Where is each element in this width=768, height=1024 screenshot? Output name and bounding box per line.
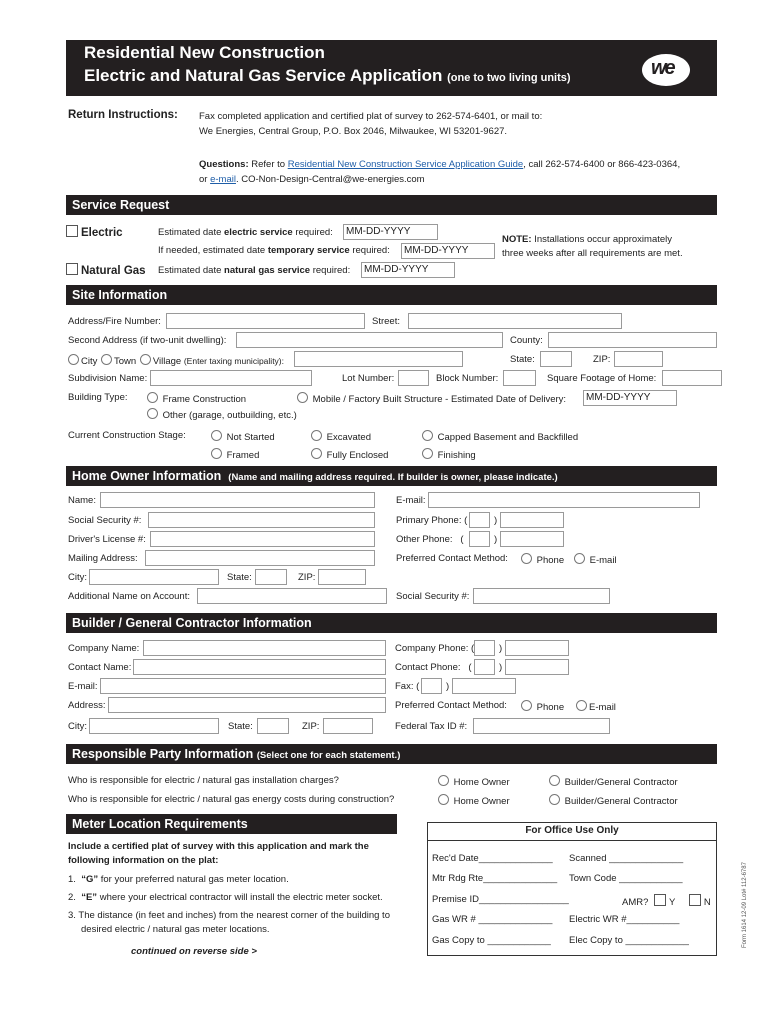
other-phone-area[interactable] xyxy=(469,531,490,547)
builder-address-input[interactable] xyxy=(108,697,386,713)
builder-address-label: Address: xyxy=(68,700,106,711)
office-amr: AMR? Y N xyxy=(622,894,711,908)
return-line1: Fax completed application and certified plat of survey to 262-574-6401, or mail to: xyxy=(199,111,543,122)
note-line1: NOTE: Installations occur approximately xyxy=(502,234,673,245)
meter-item2: 2. “E” where your electrical contractor will install the electric meter socket. xyxy=(68,892,383,903)
owner-city-label: City: xyxy=(68,572,87,583)
owner-email-option[interactable]: E-mail xyxy=(574,553,617,566)
builder-phone-option[interactable]: Phone xyxy=(521,700,564,713)
mobile-date-input[interactable]: MM-DD-YYYY xyxy=(583,390,677,406)
site-zip-input[interactable] xyxy=(614,351,663,367)
excavated-radio[interactable] xyxy=(311,430,322,441)
county-input[interactable] xyxy=(548,332,717,348)
not-started-radio[interactable] xyxy=(211,430,222,441)
office-premise: Premise ID_________________ xyxy=(432,894,569,905)
q1-builder-option[interactable]: Builder/General Contractor xyxy=(549,775,678,788)
company-name-input[interactable] xyxy=(143,640,386,656)
other-phone-label: Other Phone: ( xyxy=(396,534,464,545)
meter-item3-cont: desired electric / natural gas meter locations. xyxy=(81,924,270,935)
contact-name-label: Contact Name: xyxy=(68,662,132,673)
office-eleccopy: Elec Copy to ____________ xyxy=(569,935,689,946)
electric-date-input[interactable]: MM-DD-YYYY xyxy=(343,224,438,240)
village-radio[interactable] xyxy=(140,354,151,365)
note-line2: three weeks after all requirements are met. xyxy=(502,248,683,259)
owner-ssn2-label: Social Security #: xyxy=(396,591,470,602)
questions-label: Questions: xyxy=(199,159,249,170)
company-phone-label: Company Phone: ( xyxy=(395,643,475,654)
office-recd: Rec'd Date______________ xyxy=(432,853,553,864)
company-name-label: Company Name: xyxy=(68,643,140,654)
office-mtr: Mtr Rdg Rte______________ xyxy=(432,873,558,884)
owner-email-radio[interactable] xyxy=(574,553,585,564)
responsible-q1: Who is responsible for electric / natural gas installation charges? xyxy=(68,775,339,786)
owner-state-input[interactable] xyxy=(255,569,287,585)
tax-id-input[interactable] xyxy=(473,718,610,734)
mobile-radio[interactable] xyxy=(297,392,308,403)
builder-preferred-label: Preferred Contact Method: xyxy=(395,700,507,711)
owner-city-input[interactable] xyxy=(89,569,219,585)
sqft-label: Square Footage of Home: xyxy=(547,373,657,384)
company-phone-area[interactable] xyxy=(474,640,495,656)
builder-city-label: City: xyxy=(68,721,87,732)
return-label: Return Instructions: xyxy=(68,109,178,121)
temp-date-label: If needed, estimated date temporary service required: xyxy=(158,245,390,256)
additional-name-input[interactable] xyxy=(197,588,387,604)
title-line1: Residential New Construction xyxy=(84,43,325,62)
builder-email-option[interactable]: E-mail xyxy=(576,700,616,713)
office-title: For Office Use Only xyxy=(525,825,619,836)
finishing-option[interactable]: Finishing xyxy=(422,448,476,461)
questions-line1: Questions: Refer to Residential New Construction Service Application Guide, call 262-574-6400 or 866-423-0364, xyxy=(199,159,681,170)
subdivision-label: Subdivision Name: xyxy=(68,373,148,384)
gas-checkbox-row[interactable]: Natural Gas xyxy=(66,263,146,277)
fax-input[interactable] xyxy=(452,678,516,694)
service-request-header: Service Request xyxy=(66,195,717,215)
owner-phone-option[interactable]: Phone xyxy=(521,553,564,566)
gas-date-label: Estimated date natural gas service required: xyxy=(158,265,351,276)
owner-ssn2-input[interactable] xyxy=(473,588,610,604)
frame-radio[interactable] xyxy=(147,392,158,403)
form-id: Form 1614 12-09 Lot# 112-6787 xyxy=(742,862,748,948)
builder-city-input[interactable] xyxy=(89,718,219,734)
fax-area[interactable] xyxy=(421,678,442,694)
owner-phone-radio[interactable] xyxy=(521,553,532,564)
email-link[interactable]: e-mail xyxy=(210,174,236,185)
site-zip-label: ZIP: xyxy=(593,354,611,365)
finishing-radio[interactable] xyxy=(422,448,433,459)
owner-ssn-input[interactable] xyxy=(148,512,375,528)
contact-phone-area[interactable] xyxy=(474,659,495,675)
site-state-label: State: xyxy=(510,354,535,365)
owner-email-label: E-mail: xyxy=(396,495,426,506)
amr-n-checkbox[interactable] xyxy=(689,894,701,906)
block-input[interactable] xyxy=(503,370,536,386)
guide-link[interactable]: Residential New Construction Service Application Guide xyxy=(287,159,524,170)
subdivision-input[interactable] xyxy=(150,370,312,386)
other-radio[interactable] xyxy=(147,408,158,419)
owner-zip-label: ZIP: xyxy=(298,572,316,583)
primary-phone-area[interactable] xyxy=(469,512,490,528)
owner-preferred-label: Preferred Contact Method: xyxy=(396,553,508,564)
electric-checkbox[interactable] xyxy=(66,225,78,237)
owner-state-label: State: xyxy=(227,572,252,583)
excavated-option[interactable]: Excavated xyxy=(311,430,371,443)
builder-email-input[interactable] xyxy=(100,678,386,694)
frame-option[interactable]: Frame Construction xyxy=(147,392,246,405)
primary-phone-input[interactable] xyxy=(500,512,564,528)
framed-radio[interactable] xyxy=(211,448,222,459)
q2-home-owner-option[interactable]: Home Owner xyxy=(438,794,510,807)
builder-zip-input[interactable] xyxy=(323,718,373,734)
responsible-header: Responsible Party Information (Select one for each statement.) xyxy=(66,744,717,764)
q2-home-owner-radio[interactable] xyxy=(438,794,449,805)
builder-email-radio[interactable] xyxy=(576,700,587,711)
site-state-input[interactable] xyxy=(540,351,572,367)
address-input[interactable] xyxy=(166,313,365,329)
owner-ssn-label: Social Security #: xyxy=(68,515,142,526)
block-label: Block Number: xyxy=(436,373,499,384)
meter-intro2: following information on the plat: xyxy=(68,855,219,866)
builder-state-input[interactable] xyxy=(257,718,289,734)
primary-phone-label: Primary Phone: ( xyxy=(396,515,468,526)
site-information-header: Site Information xyxy=(66,285,717,305)
framed-option[interactable]: Framed xyxy=(211,448,259,461)
q1-builder-radio[interactable] xyxy=(549,775,560,786)
contact-phone-input[interactable] xyxy=(505,659,569,675)
questions-line2: or e-mail. CO-Non-Design-Central@we-energies.com xyxy=(199,174,425,185)
license-label: Driver's License #: xyxy=(68,534,146,545)
return-line2: We Energies, Central Group, P.O. Box 2046, Milwaukee, WI 53201-9627. xyxy=(199,126,508,137)
mailing-input[interactable] xyxy=(145,550,375,566)
address-label: Address/Fire Number: xyxy=(68,316,161,327)
town-radio[interactable] xyxy=(101,354,112,365)
county-label: County: xyxy=(510,335,543,346)
lot-label: Lot Number: xyxy=(342,373,395,384)
q2-builder-option[interactable]: Builder/General Contractor xyxy=(549,794,678,807)
second-address-input[interactable] xyxy=(236,332,503,348)
q2-builder-radio[interactable] xyxy=(549,794,560,805)
owner-email-input[interactable] xyxy=(428,492,700,508)
office-gascopy: Gas Copy to ____________ xyxy=(432,935,551,946)
second-address-label: Second Address (if two-unit dwelling): xyxy=(68,335,227,346)
building-type-label: Building Type: xyxy=(68,392,128,403)
owner-name-label: Name: xyxy=(68,495,96,506)
office-elecwr: Electric WR #__________ xyxy=(569,914,680,925)
stage-label: Current Construction Stage: xyxy=(68,430,186,441)
office-title-rule xyxy=(428,840,716,841)
street-label: Street: xyxy=(372,316,400,327)
office-scanned: Scanned ______________ xyxy=(569,853,684,864)
sqft-input[interactable] xyxy=(662,370,722,386)
gas-date-input[interactable]: MM-DD-YYYY xyxy=(361,262,455,278)
meter-item1: 1. “G” for your preferred natural gas meter location. xyxy=(68,874,289,885)
mailing-label: Mailing Address: xyxy=(68,553,138,564)
other-option[interactable]: Other (garage, outbuilding, etc.) xyxy=(147,408,297,421)
electric-date-label: Estimated date electric service required: xyxy=(158,227,333,238)
fully-enclosed-radio[interactable] xyxy=(311,448,322,459)
license-input[interactable] xyxy=(150,531,375,547)
continued-note: continued on reverse side > xyxy=(131,946,257,957)
city-radio[interactable] xyxy=(68,354,79,365)
builder-phone-radio[interactable] xyxy=(521,700,532,711)
owner-name-input[interactable] xyxy=(100,492,375,508)
contact-name-input[interactable] xyxy=(133,659,386,675)
capped-option[interactable]: Capped Basement and Backfilled xyxy=(422,430,578,443)
capped-radio[interactable] xyxy=(422,430,433,441)
tax-id-label: Federal Tax ID #: xyxy=(395,721,468,732)
builder-zip-label: ZIP: xyxy=(302,721,320,732)
temp-date-input[interactable]: MM-DD-YYYY xyxy=(401,243,495,259)
not-started-option[interactable]: Not Started xyxy=(211,430,275,443)
title-main: Electric and Natural Gas Service Application xyxy=(84,66,443,85)
fax-label: Fax: ( xyxy=(395,681,420,692)
responsible-q2: Who is responsible for electric / natural gas energy costs during construction? xyxy=(68,794,395,805)
electric-checkbox-row[interactable]: Electric xyxy=(66,225,123,239)
q1-home-owner-option[interactable]: Home Owner xyxy=(438,775,510,788)
owner-zip-input[interactable] xyxy=(318,569,366,585)
additional-name-label: Additional Name on Account: xyxy=(68,591,190,602)
office-use-box xyxy=(427,822,717,956)
q1-home-owner-radio[interactable] xyxy=(438,775,449,786)
fully-enclosed-option[interactable]: Fully Enclosed xyxy=(311,448,388,461)
title-line2 xyxy=(84,66,571,86)
meter-location-header: Meter Location Requirements xyxy=(66,814,397,834)
lot-input[interactable] xyxy=(398,370,429,386)
home-owner-header: Home Owner Information (Name and mailing address required. If builder is owner, please indicate.) xyxy=(66,466,717,486)
contact-phone-label: Contact Phone: ( xyxy=(395,662,472,673)
we-logo: we xyxy=(642,54,690,86)
builder-email-label: E-mail: xyxy=(68,681,98,692)
office-gaswr: Gas WR # ______________ xyxy=(432,914,553,925)
other-phone-input[interactable] xyxy=(500,531,564,547)
amr-y-checkbox[interactable] xyxy=(654,894,666,906)
mobile-option[interactable]: Mobile / Factory Built Structure - Estimated Date of Delivery: xyxy=(297,392,566,405)
title-suffix: (one to two living units) xyxy=(447,72,571,84)
builder-state-label: State: xyxy=(228,721,253,732)
office-town: Town Code ____________ xyxy=(569,873,683,884)
municipality-row: City Town Village (Enter taxing municipality): xyxy=(68,354,284,367)
meter-item3: 3. The distance (in feet and inches) from the nearest corner of the building to xyxy=(68,910,390,921)
gas-checkbox[interactable] xyxy=(66,263,78,275)
meter-intro1: Include a certified plat of survey with this application and mark the xyxy=(68,841,369,852)
builder-header: Builder / General Contractor Information xyxy=(66,613,717,633)
street-input[interactable] xyxy=(408,313,622,329)
company-phone-input[interactable] xyxy=(505,640,569,656)
municipality-input[interactable] xyxy=(294,351,463,367)
